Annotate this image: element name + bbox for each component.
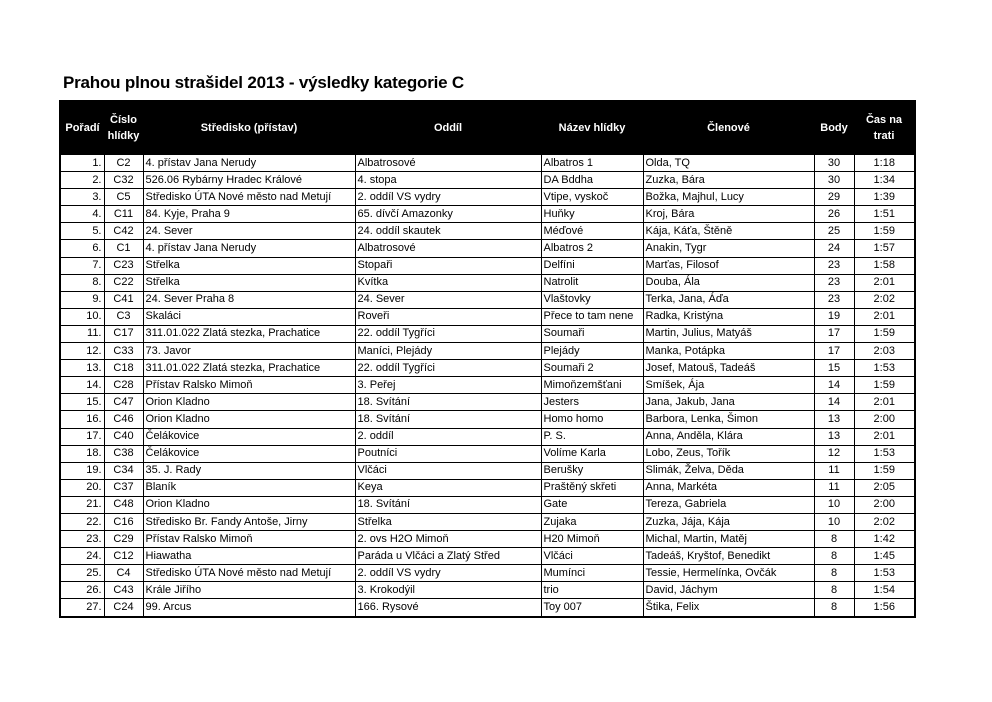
cell-nazev-hlidky: Mumínci xyxy=(541,565,643,582)
cell-poradi: 25. xyxy=(60,565,104,582)
cell-nazev-hlidky: DA Bddha xyxy=(541,172,643,189)
cell-clenove: Anna, Markéta xyxy=(643,479,814,496)
cell-stredisko: Orion Kladno xyxy=(143,394,355,411)
table-row xyxy=(60,291,915,308)
cell-stredisko: 73. Javor xyxy=(143,343,355,360)
cell-poradi: 9. xyxy=(60,291,104,308)
cell-body: 19 xyxy=(814,308,854,325)
cell-poradi: 7. xyxy=(60,257,104,274)
cell-nazev-hlidky: Vtipe, vyskoč xyxy=(541,189,643,206)
cell-stredisko: Čelákovice xyxy=(143,428,355,445)
table-row xyxy=(60,189,915,206)
cell-body: 10 xyxy=(814,496,854,513)
header-clenove: Členové xyxy=(643,101,814,155)
cell-oddil: Albatrosové xyxy=(355,240,541,257)
cell-cislo-hlidky: C18 xyxy=(104,360,143,377)
cell-cislo-hlidky: C1 xyxy=(104,240,143,257)
cell-cas-na-trati: 2:02 xyxy=(854,513,915,530)
cell-cas-na-trati: 1:57 xyxy=(854,240,915,257)
cell-stredisko: Středisko ÚTA Nové město nad Metují xyxy=(143,189,355,206)
cell-stredisko: Hiawatha xyxy=(143,548,355,565)
cell-cislo-hlidky: C12 xyxy=(104,548,143,565)
header-cas-na-trati xyxy=(854,101,915,155)
cell-body: 8 xyxy=(814,548,854,565)
cell-poradi: 22. xyxy=(60,513,104,530)
cell-oddil: 18. Svítání xyxy=(355,411,541,428)
header-body: Body xyxy=(814,101,854,155)
cell-oddil: 2. oddíl xyxy=(355,428,541,445)
cell-stredisko: Orion Kladno xyxy=(143,496,355,513)
cell-poradi: 21. xyxy=(60,496,104,513)
cell-stredisko: 311.01.022 Zlatá stezka, Prachatice xyxy=(143,360,355,377)
cell-cislo-hlidky: C17 xyxy=(104,325,143,342)
cell-body: 30 xyxy=(814,172,854,189)
cell-clenove: Božka, Majhul, Lucy xyxy=(643,189,814,206)
table-row xyxy=(60,531,915,548)
cell-nazev-hlidky: Albatros 1 xyxy=(541,155,643,172)
cell-poradi: 15. xyxy=(60,394,104,411)
cell-nazev-hlidky: Gate xyxy=(541,496,643,513)
cell-nazev-hlidky: Praštěný skřeti xyxy=(541,479,643,496)
cell-body: 8 xyxy=(814,565,854,582)
cell-cislo-hlidky: C4 xyxy=(104,565,143,582)
cell-stredisko: 99. Arcus xyxy=(143,599,355,617)
cell-poradi: 10. xyxy=(60,308,104,325)
cell-cislo-hlidky: C24 xyxy=(104,599,143,617)
table-row xyxy=(60,479,915,496)
cell-clenove: Tadeáš, Kryštof, Benedikt xyxy=(643,548,814,565)
cell-poradi: 18. xyxy=(60,445,104,462)
cell-clenove: Slimák, Želva, Děda xyxy=(643,462,814,479)
cell-nazev-hlidky: Delfíni xyxy=(541,257,643,274)
table-row xyxy=(60,496,915,513)
cell-nazev-hlidky: Volíme Karla xyxy=(541,445,643,462)
cell-cas-na-trati: 2:03 xyxy=(854,343,915,360)
cell-stredisko: 4. přístav Jana Nerudy xyxy=(143,155,355,172)
cell-body: 14 xyxy=(814,377,854,394)
results-table xyxy=(59,100,916,618)
cell-stredisko: Krále Jiřího xyxy=(143,582,355,599)
cell-oddil: 22. oddíl Tygříci xyxy=(355,325,541,342)
cell-poradi: 12. xyxy=(60,343,104,360)
cell-stredisko: Přístav Ralsko Mimoň xyxy=(143,531,355,548)
cell-cas-na-trati: 1:59 xyxy=(854,223,915,240)
cell-cislo-hlidky: C41 xyxy=(104,291,143,308)
cell-nazev-hlidky: Albatros 2 xyxy=(541,240,643,257)
cell-poradi: 24. xyxy=(60,548,104,565)
cell-clenove: Zuzka, Bára xyxy=(643,172,814,189)
cell-oddil: Roveři xyxy=(355,308,541,325)
cell-body: 29 xyxy=(814,189,854,206)
cell-clenove: Barbora, Lenka, Šimon xyxy=(643,411,814,428)
cell-stredisko: 35. J. Rady xyxy=(143,462,355,479)
cell-oddil: 24. oddíl skautek xyxy=(355,223,541,240)
cell-cas-na-trati: 1:59 xyxy=(854,325,915,342)
table-row xyxy=(60,240,915,257)
page-title: Prahou plnou strašidel 2013 - výsledky kategorie C xyxy=(63,73,464,92)
cell-nazev-hlidky: Soumaři 2 xyxy=(541,360,643,377)
cell-stredisko: Střelka xyxy=(143,274,355,291)
table-row xyxy=(60,155,915,172)
cell-cas-na-trati: 2:01 xyxy=(854,428,915,445)
cell-cislo-hlidky: C43 xyxy=(104,582,143,599)
cell-stredisko: 311.01.022 Zlatá stezka, Prachatice xyxy=(143,325,355,342)
cell-stredisko: Čelákovice xyxy=(143,445,355,462)
cell-oddil: 3. Peřej xyxy=(355,377,541,394)
cell-cislo-hlidky: C38 xyxy=(104,445,143,462)
cell-oddil: Kvítka xyxy=(355,274,541,291)
cell-nazev-hlidky: Zujaka xyxy=(541,513,643,530)
cell-poradi: 4. xyxy=(60,206,104,223)
cell-oddil: Paráda u Vlčáci a Zlatý Střed xyxy=(355,548,541,565)
cell-body: 12 xyxy=(814,445,854,462)
header-stredisko: Středisko (přístav) xyxy=(143,101,355,155)
cell-poradi: 2. xyxy=(60,172,104,189)
table-row xyxy=(60,257,915,274)
table-row xyxy=(60,223,915,240)
header-oddil: Oddíl xyxy=(355,101,541,155)
header-cislo-line2: hlídky xyxy=(107,130,140,142)
cell-body: 14 xyxy=(814,394,854,411)
cell-stredisko: Středisko Br. Fandy Antoše, Jirny xyxy=(143,513,355,530)
cell-clenove: Tessie, Hermelínka, Ovčák xyxy=(643,565,814,582)
cell-clenove: Anna, Anděla, Klára xyxy=(643,428,814,445)
cell-poradi: 16. xyxy=(60,411,104,428)
table-row xyxy=(60,377,915,394)
cell-nazev-hlidky: Natrolit xyxy=(541,274,643,291)
table-row xyxy=(60,274,915,291)
cell-body: 17 xyxy=(814,325,854,342)
cell-clenove: Lobo, Zeus, Tořík xyxy=(643,445,814,462)
cell-cislo-hlidky: C37 xyxy=(104,479,143,496)
cell-body: 23 xyxy=(814,257,854,274)
cell-clenove: Josef, Matouš, Tadeáš xyxy=(643,360,814,377)
cell-poradi: 5. xyxy=(60,223,104,240)
cell-clenove: Radka, Kristýna xyxy=(643,308,814,325)
table-row xyxy=(60,599,915,617)
cell-cislo-hlidky: C23 xyxy=(104,257,143,274)
cell-cislo-hlidky: C28 xyxy=(104,377,143,394)
cell-cas-na-trati: 1:59 xyxy=(854,377,915,394)
table-row xyxy=(60,411,915,428)
cell-oddil: 2. oddíl VS vydry xyxy=(355,565,541,582)
cell-body: 25 xyxy=(814,223,854,240)
cell-nazev-hlidky: Soumaři xyxy=(541,325,643,342)
table-row xyxy=(60,308,915,325)
cell-cislo-hlidky: C34 xyxy=(104,462,143,479)
cell-poradi: 3. xyxy=(60,189,104,206)
cell-cas-na-trati: 1:53 xyxy=(854,565,915,582)
cell-stredisko: 84. Kyje, Praha 9 xyxy=(143,206,355,223)
cell-cislo-hlidky: C40 xyxy=(104,428,143,445)
cell-oddil: 166. Rysové xyxy=(355,599,541,617)
cell-cas-na-trati: 1:18 xyxy=(854,155,915,172)
cell-cislo-hlidky: C11 xyxy=(104,206,143,223)
cell-oddil: Střelka xyxy=(355,513,541,530)
cell-poradi: 19. xyxy=(60,462,104,479)
cell-nazev-hlidky: Vlaštovky xyxy=(541,291,643,308)
cell-oddil: Maníci, Plejády xyxy=(355,343,541,360)
cell-body: 23 xyxy=(814,291,854,308)
cell-stredisko: Orion Kladno xyxy=(143,411,355,428)
cell-body: 15 xyxy=(814,360,854,377)
cell-oddil: Vlčáci xyxy=(355,462,541,479)
cell-oddil: 65. dívčí Amazonky xyxy=(355,206,541,223)
cell-body: 13 xyxy=(814,411,854,428)
header-cas-line1: Čas na xyxy=(865,114,903,126)
header-cislo-hlidky xyxy=(104,101,143,155)
cell-cislo-hlidky: C46 xyxy=(104,411,143,428)
cell-clenove: Terka, Jana, Áďa xyxy=(643,291,814,308)
cell-oddil: 3. Krokodýil xyxy=(355,582,541,599)
cell-clenove: Martin, Julius, Matyáš xyxy=(643,325,814,342)
table-row xyxy=(60,582,915,599)
cell-cislo-hlidky: C47 xyxy=(104,394,143,411)
table-row xyxy=(60,513,915,530)
table-row xyxy=(60,206,915,223)
cell-cas-na-trati: 1:59 xyxy=(854,462,915,479)
cell-stredisko: Střelka xyxy=(143,257,355,274)
cell-clenove: Anakin, Tygr xyxy=(643,240,814,257)
cell-cas-na-trati: 1:42 xyxy=(854,531,915,548)
cell-cas-na-trati: 2:01 xyxy=(854,274,915,291)
header-cislo-line1: Číslo xyxy=(110,114,137,126)
cell-cislo-hlidky: C3 xyxy=(104,308,143,325)
cell-body: 17 xyxy=(814,343,854,360)
cell-nazev-hlidky: H20 Mimoň xyxy=(541,531,643,548)
cell-poradi: 6. xyxy=(60,240,104,257)
header-nazev-hlidky: Název hlídky xyxy=(541,101,643,155)
header-poradi: Pořadí xyxy=(60,101,104,155)
cell-nazev-hlidky: Plejády xyxy=(541,343,643,360)
cell-cas-na-trati: 1:34 xyxy=(854,172,915,189)
cell-oddil: Keya xyxy=(355,479,541,496)
cell-poradi: 27. xyxy=(60,599,104,617)
cell-cas-na-trati: 2:05 xyxy=(854,479,915,496)
cell-cislo-hlidky: C22 xyxy=(104,274,143,291)
cell-body: 10 xyxy=(814,513,854,530)
cell-cas-na-trati: 1:39 xyxy=(854,189,915,206)
cell-poradi: 23. xyxy=(60,531,104,548)
cell-nazev-hlidky: P. S. xyxy=(541,428,643,445)
cell-stredisko: Blaník xyxy=(143,479,355,496)
cell-cas-na-trati: 1:58 xyxy=(854,257,915,274)
cell-stredisko: 526.06 Rybárny Hradec Králové xyxy=(143,172,355,189)
cell-clenove: Jana, Jakub, Jana xyxy=(643,394,814,411)
table-header-row xyxy=(60,101,915,155)
cell-clenove: Douba, Ála xyxy=(643,274,814,291)
cell-cas-na-trati: 1:53 xyxy=(854,360,915,377)
table-row xyxy=(60,325,915,342)
cell-clenove: Olda, TQ xyxy=(643,155,814,172)
cell-nazev-hlidky: trio xyxy=(541,582,643,599)
cell-clenove: Marťas, Filosof xyxy=(643,257,814,274)
table-row xyxy=(60,343,915,360)
cell-poradi: 1. xyxy=(60,155,104,172)
cell-oddil: 2. ovs H2O Mimoň xyxy=(355,531,541,548)
cell-cas-na-trati: 2:00 xyxy=(854,496,915,513)
cell-body: 8 xyxy=(814,599,854,617)
cell-poradi: 14. xyxy=(60,377,104,394)
cell-nazev-hlidky: Vlčáci xyxy=(541,548,643,565)
cell-cislo-hlidky: C16 xyxy=(104,513,143,530)
cell-stredisko: Přístav Ralsko Mimoň xyxy=(143,377,355,394)
cell-poradi: 20. xyxy=(60,479,104,496)
cell-poradi: 8. xyxy=(60,274,104,291)
cell-poradi: 11. xyxy=(60,325,104,342)
cell-clenove: Michal, Martin, Matěj xyxy=(643,531,814,548)
cell-clenove: Kája, Káťa, Štěně xyxy=(643,223,814,240)
cell-cas-na-trati: 1:54 xyxy=(854,582,915,599)
header-cas-line2: trati xyxy=(873,130,895,142)
cell-cas-na-trati: 2:00 xyxy=(854,411,915,428)
cell-poradi: 17. xyxy=(60,428,104,445)
cell-oddil: 18. Svítání xyxy=(355,394,541,411)
table-row xyxy=(60,428,915,445)
cell-clenove: Zuzka, Jája, Kája xyxy=(643,513,814,530)
cell-oddil: Stopaři xyxy=(355,257,541,274)
cell-cislo-hlidky: C42 xyxy=(104,223,143,240)
cell-stredisko: 24. Sever xyxy=(143,223,355,240)
cell-body: 26 xyxy=(814,206,854,223)
cell-nazev-hlidky: Toy 007 xyxy=(541,599,643,617)
cell-stredisko: Skaláci xyxy=(143,308,355,325)
cell-oddil: 18. Svítání xyxy=(355,496,541,513)
table-row xyxy=(60,360,915,377)
table-row xyxy=(60,172,915,189)
cell-body: 8 xyxy=(814,531,854,548)
cell-stredisko: 4. přístav Jana Nerudy xyxy=(143,240,355,257)
cell-nazev-hlidky: Mimoňzemšťani xyxy=(541,377,643,394)
cell-cas-na-trati: 1:53 xyxy=(854,445,915,462)
cell-oddil: Poutníci xyxy=(355,445,541,462)
cell-nazev-hlidky: Jesters xyxy=(541,394,643,411)
cell-clenove: Tereza, Gabriela xyxy=(643,496,814,513)
cell-stredisko: Středisko ÚTA Nové město nad Metují xyxy=(143,565,355,582)
cell-nazev-hlidky: Berušky xyxy=(541,462,643,479)
cell-clenove: David, Jáchym xyxy=(643,582,814,599)
cell-oddil: 4. stopa xyxy=(355,172,541,189)
cell-cislo-hlidky: C5 xyxy=(104,189,143,206)
cell-cas-na-trati: 2:02 xyxy=(854,291,915,308)
cell-cislo-hlidky: C48 xyxy=(104,496,143,513)
cell-clenove: Kroj, Bára xyxy=(643,206,814,223)
cell-cislo-hlidky: C32 xyxy=(104,172,143,189)
cell-oddil: Albatrosové xyxy=(355,155,541,172)
cell-clenove: Smíšek, Ája xyxy=(643,377,814,394)
cell-stredisko: 24. Sever Praha 8 xyxy=(143,291,355,308)
cell-nazev-hlidky: Méďové xyxy=(541,223,643,240)
cell-oddil: 24. Sever xyxy=(355,291,541,308)
cell-oddil: 22. oddíl Tygříci xyxy=(355,360,541,377)
table-row xyxy=(60,462,915,479)
cell-poradi: 13. xyxy=(60,360,104,377)
cell-nazev-hlidky: Homo homo xyxy=(541,411,643,428)
cell-nazev-hlidky: Huňky xyxy=(541,206,643,223)
cell-body: 24 xyxy=(814,240,854,257)
cell-body: 8 xyxy=(814,582,854,599)
cell-clenove: Manka, Potápka xyxy=(643,343,814,360)
table-row xyxy=(60,394,915,411)
table-row xyxy=(60,445,915,462)
cell-oddil: 2. oddíl VS vydry xyxy=(355,189,541,206)
cell-cas-na-trati: 2:01 xyxy=(854,308,915,325)
cell-body: 11 xyxy=(814,479,854,496)
cell-cas-na-trati: 1:51 xyxy=(854,206,915,223)
cell-body: 11 xyxy=(814,462,854,479)
cell-cislo-hlidky: C33 xyxy=(104,343,143,360)
table-body xyxy=(60,155,915,617)
cell-cas-na-trati: 1:45 xyxy=(854,548,915,565)
cell-body: 13 xyxy=(814,428,854,445)
cell-body: 30 xyxy=(814,155,854,172)
cell-cislo-hlidky: C2 xyxy=(104,155,143,172)
cell-poradi: 26. xyxy=(60,582,104,599)
table-row xyxy=(60,565,915,582)
cell-cislo-hlidky: C29 xyxy=(104,531,143,548)
cell-cas-na-trati: 1:56 xyxy=(854,599,915,617)
cell-nazev-hlidky: Přece to tam nene xyxy=(541,308,643,325)
cell-cas-na-trati: 2:01 xyxy=(854,394,915,411)
cell-body: 23 xyxy=(814,274,854,291)
cell-clenove: Štika, Felix xyxy=(643,599,814,617)
table-row xyxy=(60,548,915,565)
